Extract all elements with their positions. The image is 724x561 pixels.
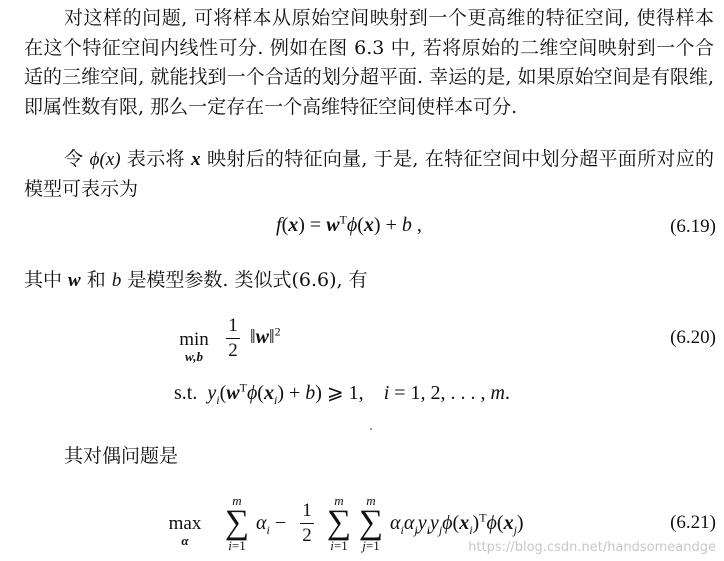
sum-3: m ∑ j=1 [358, 493, 384, 553]
para3-text-1: 其中 [24, 269, 69, 291]
para2-text-3: 映射后的特征向量, 于是, 在特征空间中划分超平面所对应的模型可表示为 [24, 148, 714, 200]
subject-to-label: s.t. [174, 382, 198, 404]
w-inline: w [68, 270, 81, 291]
half-fraction-621: 1 2 [300, 500, 314, 547]
max-operator [164, 514, 206, 548]
phi-x-inline: ϕ(x) [89, 149, 121, 170]
para2-text-2: 表示将 [120, 148, 192, 170]
x-inline: x [191, 149, 201, 170]
paragraph-4: 其对偶问题是 [64, 445, 179, 467]
stray-dot [370, 428, 372, 430]
equation-6-20-objective: ‖w‖$^2$ [250, 324, 281, 348]
equation-number-6-20: (6.20) [670, 327, 716, 348]
min-label: min [179, 329, 209, 350]
paragraph-3 [24, 266, 714, 296]
watermark: https://blog.csdn.net/handsomeandge [468, 540, 716, 555]
paragraph-1: 对这样的问题, 可将样本从原始空间映射到一个更高维的特征空间, 使得样本在这个特征空间内线性可分. 例如在图 6.3 中, 若将原始的二维空间映射到一个合适的三维空间, 就能找到一个合适的划分超平面. 幸运的是, 如果原始空间是有限维, 即属性数有限, 那么一定存在一个高维特征空间使样本可分. [24, 7, 714, 118]
paragraph-2 [24, 145, 714, 204]
equation-6-21-body: $\alpha_i\alpha_jy_iy_j\phi(x_i)^T\phi(x_j)$ [390, 510, 524, 537]
para2-text-1: 令 [64, 148, 90, 170]
equation-number-6-19: (6.19) [670, 216, 716, 237]
para3-text-2: 和 [80, 269, 112, 291]
equation-number-6-21: (6.21) [670, 512, 716, 533]
sum-1: m ∑ i=1 [224, 493, 250, 553]
half-fraction-620: 1 2 [226, 315, 240, 362]
max-label: max [168, 513, 202, 534]
para3-text-3: 是模型参数. 类似式(6.6), 有 [121, 269, 368, 291]
equation-6-19: $f(x) = w^T\phi(x) + b$ , [276, 212, 422, 236]
equation-6-20-constraint: s.t. $y_i(w^T\phi(x_i) + b)$ ⩾ 1, i = 1, 2, . . . , m. [174, 380, 510, 407]
alpha-term: $\alpha_i$ − [256, 512, 287, 537]
min-subscript: w,b [185, 349, 203, 364]
min-operator [174, 330, 214, 364]
b-inline: b [111, 270, 122, 291]
max-subscript: α [181, 533, 189, 548]
sum-2: m ∑ i=1 [326, 493, 352, 553]
